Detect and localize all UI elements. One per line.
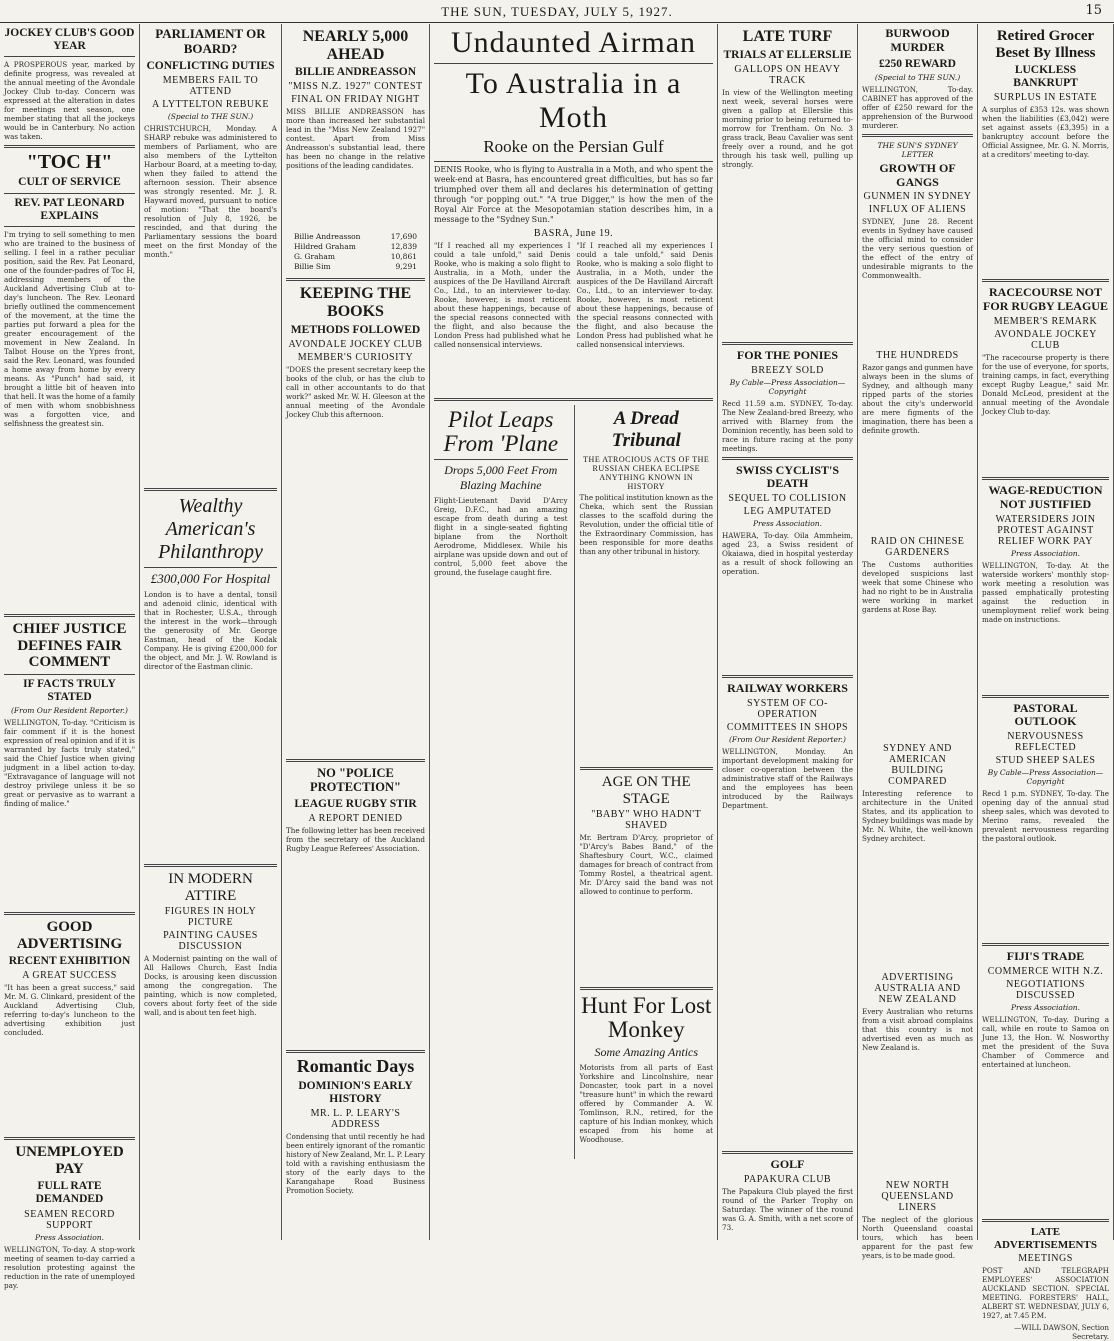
lower-articles (434, 405, 713, 1159)
byline: Press Association. (753, 519, 822, 529)
headline-swiss-cyclist: SWISS CYCLIST'S DEATH (735, 462, 840, 491)
article-text: Interesting reference to architecture in the United States, and its application to Sydney buildings was made by Mr. N. White, the well-known Sydney architect. (862, 789, 973, 844)
article-text: WELLINGTON, To-day. "Criticism is fair comment if it is the honest expression of real opinion and if it is warranted by facts truly stated," said the Chief Justice when giving judgment in a libel action to-day. "Extravagance of language will not destroy privilege unless it be so great or pervasive as to warrant a finding of malice." (4, 718, 135, 809)
subhead: "BABY" WHO HADN'T SHAVED (591, 809, 702, 831)
subhead: FINAL ON FRIDAY NIGHT (291, 94, 420, 106)
headline-late-turf: LATE TURF (742, 28, 833, 45)
candidate-name: Billie Sim (294, 262, 331, 272)
subhead: SEQUEL TO COLLISION (728, 493, 847, 505)
subhead: MEETINGS (1018, 1253, 1073, 1265)
subhead: BILLIE ANDREASSON (294, 66, 417, 79)
divider (982, 477, 1109, 480)
article-text: Motorists from all parts of East Yorkshire and Lincolnshire, near Doncaster, took part in a novel "treasure hunt" in which the reward offered by Commander A. W. Tomlinson, R.N., retired, for the capture of his Indian monkey, which escaped from his home at Woodhouse. (579, 1063, 713, 1145)
subhead: A REPORT DENIED (308, 812, 403, 824)
article-text: A PROSPEROUS year, marked by definite progress, was revealed at the annual meeting of the Avondale Jockey Club to-day. Concern was expressed at the alteration in dates for meetings next season, one member stating that all the jockeys would be in Canterbury. No action was taken. (4, 60, 135, 142)
subhead: "MISS N.Z. 1927" CONTEST (288, 81, 423, 93)
headline-jockey-club: JOCKEY CLUB'S GOOD YEAR (4, 27, 135, 53)
article-text: The following letter has been received from the secretary of the Auckland Rugby League Referees' Association. (286, 825, 425, 853)
section-head: SYDNEY AND AMERICAN BUILDING COMPARED (883, 743, 952, 788)
article-text: Condensing that until recently he had been entirely ignorant of the romantic history of New Zealand, Mr. L. P. Leary told with a ravishing enthusiasm the story of the early days to the Karangahape Road Business Promotion Society. (286, 1132, 425, 1196)
divider (722, 675, 853, 678)
headline-pilot-leaps: Pilot Leaps From 'Plane (443, 407, 559, 457)
divider (722, 457, 853, 460)
subhead: COMMERCE WITH N.Z. (987, 966, 1104, 978)
article-text: "DOES the present secretary keep the books of the club, or has the club to call in other accountants to do that work?" asked Mr. W. H. Gleeson at the annual meeting of the Avondale Jockey Club this afternoon. (286, 364, 425, 419)
headline-age-on-stage: AGE ON THE STAGE (601, 774, 691, 807)
divider (580, 767, 714, 770)
divider (4, 56, 135, 57)
divider (144, 567, 277, 568)
masthead-title: THE SUN, TUESDAY, JULY 5, 1927. (441, 4, 673, 19)
subhead: IF FACTS TRULY STATED (23, 677, 116, 703)
page-number: 15 (1085, 3, 1102, 18)
headline-chief-justice: CHIEF JUSTICE DEFINES FAIR COMMENT (12, 621, 127, 671)
subhead: CULT OF SERVICE (18, 176, 121, 189)
article-text: WELLINGTON, To-day. A stop-work meeting of seamen to-day carried a resolution protesting against the reduction in the rate of unemployed pay. (4, 1244, 135, 1290)
column-5 (718, 24, 858, 1240)
headline-romantic-days: Romantic Days (296, 1055, 415, 1076)
candidate-name: G. Graham (294, 252, 335, 262)
byline: Press Association. (1011, 1003, 1080, 1013)
vote-row (294, 232, 417, 242)
column-2 (140, 24, 282, 1240)
divider (4, 193, 135, 194)
byline: (Special to THE SUN.) (167, 112, 254, 122)
divider (4, 145, 135, 148)
headline-modern-attire: IN MODERN ATTIRE (168, 871, 253, 904)
headline-wealthy-american: Wealthy American's Philanthropy (158, 495, 263, 564)
subhead: A LYTTELTON REBUKE (152, 99, 269, 111)
divider (722, 1151, 853, 1154)
divider (434, 459, 568, 460)
vote-row (294, 242, 417, 252)
subhead: REV. PAT LEONARD EXPLAINS (14, 196, 125, 222)
subhead: MEMBERS FAIL TO ATTEND (162, 75, 259, 98)
byline: THE SUN'S SYDNEY LETTER (877, 140, 958, 159)
headline-railway-workers: RAILWAY WORKERS (727, 681, 848, 696)
article-text: CHRISTCHURCH, Monday. A SHARP rebuke was administered to members of Parliament, who are also members of the Lyttelton Harbour Board, at a meeting to-day, when they failed to attend the afternoon session. Their absence was strongly resented. Mr. J. R. Hayward moved, pursuant to notice of motion: "That the board's resolution of July 8, 1926, be rescinded, and that during the Parliamentary sessions the board meet on the first Monday of the month." (144, 124, 277, 260)
subhead: Some Amazing Antics (594, 1045, 699, 1060)
article-text: Flight-Lieutenant David D'Arcy Greig, D.F.C., had an amazing escape from death during a test flight in a single-seated fighting biplane from the Northolt Aerodrome, Middlesex. While his airplane was upside down and out of control, 5,000 feet above the ground, the fuselage caught fire. (434, 496, 568, 578)
section-head: THE HUNDREDS (876, 350, 959, 362)
subhead: SEAMEN RECORD SUPPORT (24, 1208, 115, 1231)
divider (722, 342, 853, 345)
byline: By Cable—Press Association—Copyright (987, 768, 1104, 787)
headline-late-advertisements: LATE ADVERTISEMENTS (994, 1226, 1097, 1251)
headline-nearly-5000-ahead: NEARLY 5,000 AHEAD (302, 28, 409, 63)
subhead: GUNMEN IN SYDNEY (863, 191, 972, 203)
subhead: GALLOPS ON HEAVY TRACK (734, 63, 841, 86)
subhead: Drops 5,000 Feet From Blazing Machine (444, 463, 558, 493)
divider (982, 695, 1109, 698)
byline: Press Association. (35, 1232, 104, 1242)
subhead: TRIALS AT ELLERSLIE (723, 48, 852, 61)
subhead: PAPAKURA CLUB (743, 1173, 832, 1185)
article-text: Razor gangs and gunmen have always been in the slums of Sydney, and although many ripped parts of the stories about the city's underworld are mere figments of the imagination, there has been a definite growth. (862, 363, 973, 436)
subhead: AVONDALE JOCKEY CLUB (288, 338, 423, 350)
lead-body (434, 241, 713, 394)
article-text: WELLINGTON, Monday. An important development making for closer co-operation between the administrative staff of the Railways and the employees has been introduced by the Railways Department. (722, 747, 853, 810)
article-text: SYDNEY, June 28. Recent events in Sydney have caused the official mind to consider the very serious question of the effect of the entry of undesirable migrants to the Commonwealth. (862, 217, 973, 281)
headline-growth-of-gangs: GROWTH OF GANGS (879, 160, 956, 189)
article-text: A surplus of £353 12s. was shown when the liabilities (£3,042) were set against assets (£3,395) in a bankruptcy account before the Official Assignee, Mr. G. N. Morris, at a creditors' meeting to-day. (982, 105, 1109, 160)
article-text: London is to have a dental, tonsil and adenoid clinic, identical with that in Rochester, U.S.A., through the interest in the work—through the generosity of Mr. George Eastman, head of the Kodak Company. He is giving £200,000 for the object, and Mr. J. W. Rowland is director of the Eastman clinic. (144, 590, 277, 672)
article-text: Recd 11.59 a.m. SYDNEY, To-day. The New Zealand-bred Breezy, who arrived with Blarney from the Dominion recently, has been sold to race in future racing at the pony meetings. (722, 398, 853, 453)
divider (434, 398, 713, 401)
subhead: MEMBER'S CURIOSITY (297, 351, 414, 363)
candidate-name: Hildred Graham (294, 242, 356, 252)
article-text: I'm trying to sell something to men who are trained to the business of selling. I feel in a rather peculiar position, said the Rev. Pat Leonard, one of the founder-padres of Toc H, addressing members of the Auckland Advertising Club at to-day's luncheon. The Rev. Leonard briefly outlined the commencement of the movement, at the time the parties put forward a plea for the greater encouragement of the movement in New Zealand. In Talbot House on the Ypres front, said the Rev. Leonard, was founded a home away from home by every means. As "Punch" had said, it brought a little bit of heaven into that hell. It was the home of a family of men with whom snobbishness was a forgotten vice, and selfishness the greatest sin. (4, 230, 135, 429)
article-text: "The racecourse property is there for the use of everyone, for sports, training camps, in fact, everything except Rugby League," said Mr. Donald McLeod, president at the annual meeting of the Avondale Jockey Club to-day. (982, 353, 1109, 417)
subhead: MEMBER'S REMARK (993, 316, 1098, 328)
article-text: Mr. Bertram D'Arcy, proprietor of "D'Arcy's Babes Band," of the Shaftesbury Court, W.C., claimed damages for breach of contract from Tommy Rostel, a theatrical agent. Mr. D'Arcy said the band was not allowed to continue to perform. (579, 833, 713, 896)
divider (4, 1137, 135, 1140)
advertisement-signature: —WILL DAWSON, Section Secretary. (1014, 1323, 1109, 1341)
divider (4, 674, 135, 675)
byline: (From Our Resident Reporter.) (729, 735, 846, 744)
advertisement-text: POST AND TELEGRAPH EMPLOYEES' ASSOCIATION AUCKLAND SECTION. SPECIAL MEETING. FORESTERS' HALL, ALBERT ST. WEDNESDAY, JULY 6, 1927, at 7.45 P.M. (982, 1266, 1109, 1321)
subhead: LUCKLESS BANKRUPT (1013, 64, 1078, 90)
divider (286, 278, 425, 281)
headline-burwood-murder: BURWOOD MURDER (885, 26, 950, 54)
headline-toc-h: "TOC H" (26, 151, 113, 174)
article-dread-tribunal (574, 405, 714, 1159)
vote-count: 10,861 (390, 252, 417, 262)
article-text: A Modernist painting on the wall of All Hallows Church, East India Docks, is arousing keen discussion among the congregation. The painting, which is now completed, covers about forty feet of the side wall, and is about ten feet high. (144, 954, 277, 1018)
headline-for-the-ponies: FOR THE PONIES (736, 347, 839, 362)
divider (434, 161, 713, 162)
vote-row (294, 262, 417, 272)
headline-parliament-or-board: PARLIAMENT OR BOARD? (155, 26, 266, 56)
subhead: £250 REWARD (879, 57, 956, 70)
candidate-name: Billie Andreasson (294, 232, 361, 242)
article-text: WELLINGTON, To-day. During a call, while en route to Samoa on June 13, the Hon. W. Nosworthy met the president of the Suva Chamber of Commerce and entertained at luncheon. (982, 1015, 1109, 1070)
divider (862, 134, 973, 137)
subhead: FULL RATE DEMANDED (35, 1180, 104, 1206)
article-text: MISS BILLIE ANDREASSON has more than increased her substantial lead in the "Miss New Zealand 1927" contest. Apart from Miss Andreasson's substantial lead, there has been no change in the relative positions of the leading candidates. (286, 107, 425, 171)
vote-row (294, 252, 417, 262)
byline: By Cable—Press Association—Copyright (729, 377, 846, 396)
article-text: The Customs authorities developed suspicions last week that some Chinese who had no right to be in Australia were working in market gardens at Rose Bay. (862, 560, 973, 615)
divider (4, 912, 135, 915)
subhead: LEAGUE RUGBY STIR (294, 797, 417, 810)
headline-pastoral-outlook: PASTORAL OUTLOOK (1013, 700, 1078, 729)
headline-racecourse: RACECOURSE NOT FOR RUGBY LEAGUE (983, 285, 1108, 314)
subhead: INFLUX OF ALIENS (868, 204, 967, 216)
subhead: NEGOTIATIONS DISCUSSED (1006, 979, 1085, 1002)
subhead: WATERSIDERS JOIN PROTEST AGAINST RELIEF WORK PAY (995, 513, 1096, 547)
headline-golf: GOLF (770, 1157, 805, 1171)
byline: (From Our Resident Reporter.) (11, 706, 128, 716)
divider (144, 864, 277, 867)
lead-text: DENIS Rooke, who is flying to Australia in a Moth, and who spent the week-end at Basra, has encountered great difficulties, but has so far triumphed over them all and declares his determination of getting through "or popping out." "A true Digger," is how the men of the Royal Air Force at the Mesopotamian station describes him, in a message to the "Sydney Sun." (434, 165, 713, 224)
article-text: Recd 1 p.m. SYDNEY, To-day. The opening day of the annual stud sheep sales, which was devoted to Merino rams, revealed the prevalent nervousness regarding the pastoral outlook. (982, 789, 1109, 844)
headline-wage-reduction: WAGE-REDUCTION NOT JUSTIFIED (988, 483, 1103, 511)
divider (982, 1219, 1109, 1222)
article-text: In view of the Wellington meeting next week, several horses were given a gallop at Ellerslie this morning prior to being returned to-morrow for Trentham. On No. 3 grass track, Beau Cavalier was sent freely over a round, and he got through his task well, pulling up strongly. (722, 87, 853, 169)
vote-count: 17,690 (390, 232, 417, 242)
article-text: The political institution known as the Cheka, which sent the Russian classes to the scaffold during the Revolution, under the official title of the Extraordinary Commission, has been responsible for more deaths than any other tribunal in history. (579, 493, 713, 556)
divider (4, 226, 135, 227)
headline-good-advertising: GOOD ADVERTISING (16, 919, 123, 952)
article-text: The neglect of the glorious North Queensland coastal tours, which has been apparent for the past few years, is to be made good. (862, 1215, 973, 1261)
subhead: AVONDALE JOCKEY CLUB (994, 329, 1097, 352)
masthead (0, 0, 1114, 23)
subhead: RECENT EXHIBITION (8, 955, 131, 968)
section-head: RAID ON CHINESE GARDENERS (870, 536, 965, 559)
subhead: BREEZY SOLD (751, 364, 824, 376)
section-head: NEW NORTH QUEENSLAND LINERS (881, 1180, 954, 1214)
column-1 (0, 24, 140, 1290)
subhead: NERVOUSNESS REFLECTED (1007, 731, 1084, 754)
article-text: HAWERA, To-day. Oila Ammheim, aged 23, a Swiss resident of Okaiawa, died in hospital yesterday as a result of shock following an operation. (722, 531, 853, 577)
subhead: £300,000 For Hospital (150, 571, 271, 587)
headline-fijis-trade: FIJI'S TRADE (1006, 949, 1085, 964)
subhead: FIGURES IN HOLY PICTURE (164, 906, 257, 929)
vote-count: 12,839 (390, 242, 417, 252)
divider (286, 1050, 425, 1053)
divider (982, 279, 1109, 282)
subhead: A GREAT SUCCESS (22, 970, 117, 982)
article-text: WELLINGTON, To-day. CABINET has approved of the offer of £250 reward for the apprehension of the Burwood murderer. (862, 84, 973, 130)
article-text: The Papakura Club played the first round of the Parker Trophy on Saturday. The winner of the round was G. A. Smith, with a net score of 73. (722, 1186, 853, 1232)
subhead: SURPLUS IN ESTATE (993, 92, 1098, 104)
article-text: "If I reached all my experiences I could a tale unfold," said Denis Rooke, who is making a solo flight to Australia, in a Moth, under the auspices of the De Havilland Aircraft Co., Ltd., to an interviewer to-day. Rooke, however, is most reticent about these happenings, because of the special reasons connected with the flight, and also because the London Press had published what he called nonsensical interviews. (576, 241, 713, 349)
column-4 (430, 24, 718, 1240)
column-7 (978, 24, 1114, 1341)
vote-table (286, 230, 425, 274)
divider (4, 614, 135, 617)
subhead: COMMITTEES IN SHOPS (726, 722, 849, 733)
headline-unemployed-pay: UNEMPLOYED PAY (15, 1144, 124, 1177)
headline-keeping-the-books: KEEPING THE BOOKS (299, 285, 412, 320)
headline-lost-monkey: Hunt For Lost Monkey (581, 993, 712, 1043)
subhead: THE ATROCIOUS ACTS OF THE RUSSIAN CHEKA ECLIPSE ANYTHING KNOWN IN HISTORY (583, 455, 710, 491)
headline-persian-gulf: Rooke on the Persian Gulf (483, 137, 664, 156)
lead-headline (434, 26, 713, 157)
subhead: MR. L. P. LEARY'S ADDRESS (310, 1108, 401, 1131)
subhead: LEG AMPUTATED (743, 506, 832, 518)
article-text: WELLINGTON, To-day. At the waterside workers' monthly stop-work meeting a resolution was passed emphatically protesting against the reduction in unemployment relief work being made on instructions. (982, 560, 1109, 624)
headline-no-police-protection: NO "POLICE PROTECTION" (310, 765, 401, 795)
divider (982, 943, 1109, 946)
subhead: STUD SHEEP SALES (995, 755, 1096, 767)
subhead: DOMINION'S EARLY HISTORY (298, 1079, 413, 1105)
section-head: ADVERTISING AUSTRALIA AND NEW ZEALAND (874, 972, 961, 1006)
article-text: Every Australian who returns from a visit abroad complains that this country is not advertised even as much as New Zealand is. (862, 1007, 973, 1053)
divider (580, 987, 714, 990)
article-text: "If I reached all my experiences I could a tale unfold," said Denis Rooke, who is making a solo flight to Australia, in a Moth, under the auspices of the De Havilland Aircraft Co., Ltd., to an interviewer to-day. Rooke, however, is most reticent about these happenings, because of the special reasons connected with the flight, and also because the London Press had published what he called nonsensical interviews. (434, 241, 571, 349)
headline-retired-grocer: Retired Grocer Beset By Illness (995, 28, 1096, 61)
column-6 (858, 24, 978, 1261)
subhead: PAINTING CAUSES DISCUSSION (163, 930, 258, 953)
headline-to-australia: To Australia in a Moth (465, 67, 682, 134)
subhead: SYSTEM OF CO-OPERATION (747, 698, 828, 720)
vote-count: 9,291 (395, 262, 417, 272)
byline: (Special to THE SUN.) (874, 72, 961, 82)
byline: Press Association. (1011, 548, 1080, 558)
divider (286, 759, 425, 762)
article-text: "It has been a great success," said Mr. M. G. Clinkard, president of the Auckland Advertising Club, referring to-day's luncheon to the advertising exhibition just concluded. (4, 983, 135, 1038)
subhead: CONFLICTING DUTIES (146, 59, 275, 72)
headline-undaunted-airman: Undaunted Airman (450, 26, 697, 59)
article-pilot-leaps (434, 405, 568, 1159)
divider (144, 488, 277, 491)
subhead: METHODS FOLLOWED (290, 323, 421, 336)
divider (434, 63, 713, 64)
dateline: BASRA, June 19. (533, 228, 614, 239)
headline-dread-tribunal: A Dread Tribunal (611, 408, 681, 451)
column-3 (282, 24, 430, 1240)
